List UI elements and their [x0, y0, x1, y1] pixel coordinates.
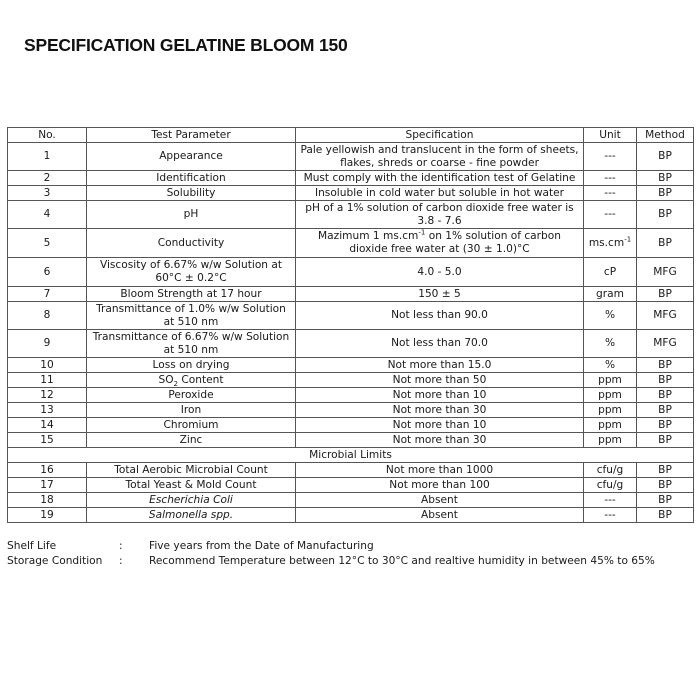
row-no: 17: [8, 478, 87, 493]
row-unit: ppm: [584, 403, 637, 418]
row-unit: %: [584, 358, 637, 373]
table-row: [8, 373, 694, 388]
row-no: 2: [8, 171, 87, 186]
row-no: 18: [8, 493, 87, 508]
row-parameter: Peroxide: [87, 388, 296, 403]
table-row: [8, 171, 694, 186]
row-unit: ---: [584, 508, 637, 523]
shelf-life-separator: :: [119, 540, 123, 552]
row-specification: Absent: [296, 508, 584, 523]
row-parameter: Transmittance of 6.67% w/w Solution at 510 nm: [87, 330, 296, 358]
table-row: [8, 478, 694, 493]
header-test-parameter: Test Parameter: [87, 128, 296, 143]
row-no: 6: [8, 258, 87, 287]
row-no: 8: [8, 302, 87, 330]
row-unit: ---: [584, 201, 637, 229]
row-specification: Not more than 10: [296, 418, 584, 433]
row-parameter: Total Yeast & Mold Count: [87, 478, 296, 493]
row-specification: 4.0 - 5.0: [296, 258, 584, 287]
row-parameter: Zinc: [87, 433, 296, 448]
header-method: Method: [637, 128, 694, 143]
table-row: [8, 330, 694, 358]
table-row: [8, 229, 694, 258]
row-no: 5: [8, 229, 87, 258]
section-label: Microbial Limits: [8, 448, 694, 463]
table-row: [8, 258, 694, 287]
row-specification: Not more than 10: [296, 388, 584, 403]
row-unit: ---: [584, 493, 637, 508]
row-parameter: Transmittance of 1.0% w/w Solution at 510 nm: [87, 302, 296, 330]
row-parameter: Salmonella spp.: [87, 508, 296, 523]
row-specification: Not more than 15.0: [296, 358, 584, 373]
table-row: [8, 388, 694, 403]
row-no: 14: [8, 418, 87, 433]
row-specification: Not more than 30: [296, 433, 584, 448]
table-row: [8, 143, 694, 171]
row-unit: cfu/g: [584, 463, 637, 478]
row-method: BP: [637, 287, 694, 302]
table-row: [8, 287, 694, 302]
document-title: SPECIFICATION GELATINE BLOOM 150: [24, 35, 348, 55]
row-unit: ppm: [584, 373, 637, 388]
specification-table: [7, 127, 694, 523]
row-parameter: Iron: [87, 403, 296, 418]
storage-condition-value: Recommend Temperature between 12°C to 30°C and realtive humidity in between 45% to 65%: [149, 555, 655, 567]
row-no: 16: [8, 463, 87, 478]
table-header-row: [8, 128, 694, 143]
row-method: BP: [637, 229, 694, 258]
row-specification: Not less than 70.0: [296, 330, 584, 358]
table-row: [8, 508, 694, 523]
table-row: [8, 403, 694, 418]
storage-condition-separator: :: [119, 555, 123, 567]
row-method: BP: [637, 373, 694, 388]
row-no: 1: [8, 143, 87, 171]
row-method: MFG: [637, 258, 694, 287]
row-parameter: Identification: [87, 171, 296, 186]
row-specification: Mazimum 1 $ms.cm^{-1}$ on 1% solution of carbon dioxide free water at (30 ± 1.0)°C: [296, 229, 584, 258]
row-no: 15: [8, 433, 87, 448]
row-parameter: Solubility: [87, 186, 296, 201]
row-specification: Not more than 100: [296, 478, 584, 493]
row-no: 7: [8, 287, 87, 302]
row-unit: ppm: [584, 433, 637, 448]
row-specification: Absent: [296, 493, 584, 508]
row-unit: ---: [584, 186, 637, 201]
row-parameter: Chromium: [87, 418, 296, 433]
row-specification: Pale yellowish and translucent in the form of sheets, flakes, shreds or coarse - fine powder: [296, 143, 584, 171]
row-specification: pH of a 1% solution of carbon dioxide free water is 3.8 - 7.6: [296, 201, 584, 229]
row-parameter: Loss on drying: [87, 358, 296, 373]
row-specification: Not less than 90.0: [296, 302, 584, 330]
shelf-life-label: Shelf Life: [7, 540, 57, 552]
row-parameter: Bloom Strength at 17 hour: [87, 287, 296, 302]
table-row: [8, 463, 694, 478]
row-unit: ppm: [584, 418, 637, 433]
row-method: BP: [637, 143, 694, 171]
row-method: BP: [637, 388, 694, 403]
row-method: BP: [637, 478, 694, 493]
row-method: BP: [637, 201, 694, 229]
row-specification: Not more than 50: [296, 373, 584, 388]
row-no: 10: [8, 358, 87, 373]
row-specification: Not more than 1000: [296, 463, 584, 478]
row-method: BP: [637, 186, 694, 201]
row-method: BP: [637, 508, 694, 523]
row-method: BP: [637, 433, 694, 448]
row-parameter: Conductivity: [87, 229, 296, 258]
row-unit: gram: [584, 287, 637, 302]
row-method: BP: [637, 403, 694, 418]
row-no: 3: [8, 186, 87, 201]
row-parameter: Escherichia Coli: [87, 493, 296, 508]
row-unit: %: [584, 302, 637, 330]
row-no: 19: [8, 508, 87, 523]
row-unit: $ms.cm^{-1}$: [584, 229, 637, 258]
row-parameter: $SO_2$ Content: [87, 373, 296, 388]
row-method: BP: [637, 493, 694, 508]
row-parameter: Appearance: [87, 143, 296, 171]
row-unit: cP: [584, 258, 637, 287]
header-unit: Unit: [584, 128, 637, 143]
row-method: BP: [637, 418, 694, 433]
shelf-life-value: Five years from the Date of Manufacturing: [149, 540, 374, 552]
header-no: No.: [8, 128, 87, 143]
row-no: 9: [8, 330, 87, 358]
row-method: BP: [637, 358, 694, 373]
header-specification: Specification: [296, 128, 584, 143]
table-row: [8, 358, 694, 373]
table-row: [8, 433, 694, 448]
row-unit: ---: [584, 171, 637, 186]
row-specification: Must comply with the identification test of Gelatine: [296, 171, 584, 186]
storage-condition-label: Storage Condition: [7, 555, 103, 567]
row-unit: cfu/g: [584, 478, 637, 493]
row-no: 13: [8, 403, 87, 418]
row-method: MFG: [637, 330, 694, 358]
row-method: MFG: [637, 302, 694, 330]
row-method: BP: [637, 463, 694, 478]
row-unit: ppm: [584, 388, 637, 403]
table-row: [8, 493, 694, 508]
row-no: 4: [8, 201, 87, 229]
table-row: [8, 418, 694, 433]
row-no: 11: [8, 373, 87, 388]
row-specification: Insoluble in cold water but soluble in hot water: [296, 186, 584, 201]
table-row: [8, 186, 694, 201]
row-unit: %: [584, 330, 637, 358]
row-parameter: pH: [87, 201, 296, 229]
row-parameter: Viscosity of 6.67% w/w Solution at 60°C ± 0.2°C: [87, 258, 296, 287]
row-parameter: Total Aerobic Microbial Count: [87, 463, 296, 478]
table-row: [8, 302, 694, 330]
row-specification: Not more than 30: [296, 403, 584, 418]
row-unit: ---: [584, 143, 637, 171]
table-row: [8, 201, 694, 229]
row-method: BP: [637, 171, 694, 186]
section-row-microbial: [8, 448, 694, 463]
row-no: 12: [8, 388, 87, 403]
row-specification: 150 ± 5: [296, 287, 584, 302]
